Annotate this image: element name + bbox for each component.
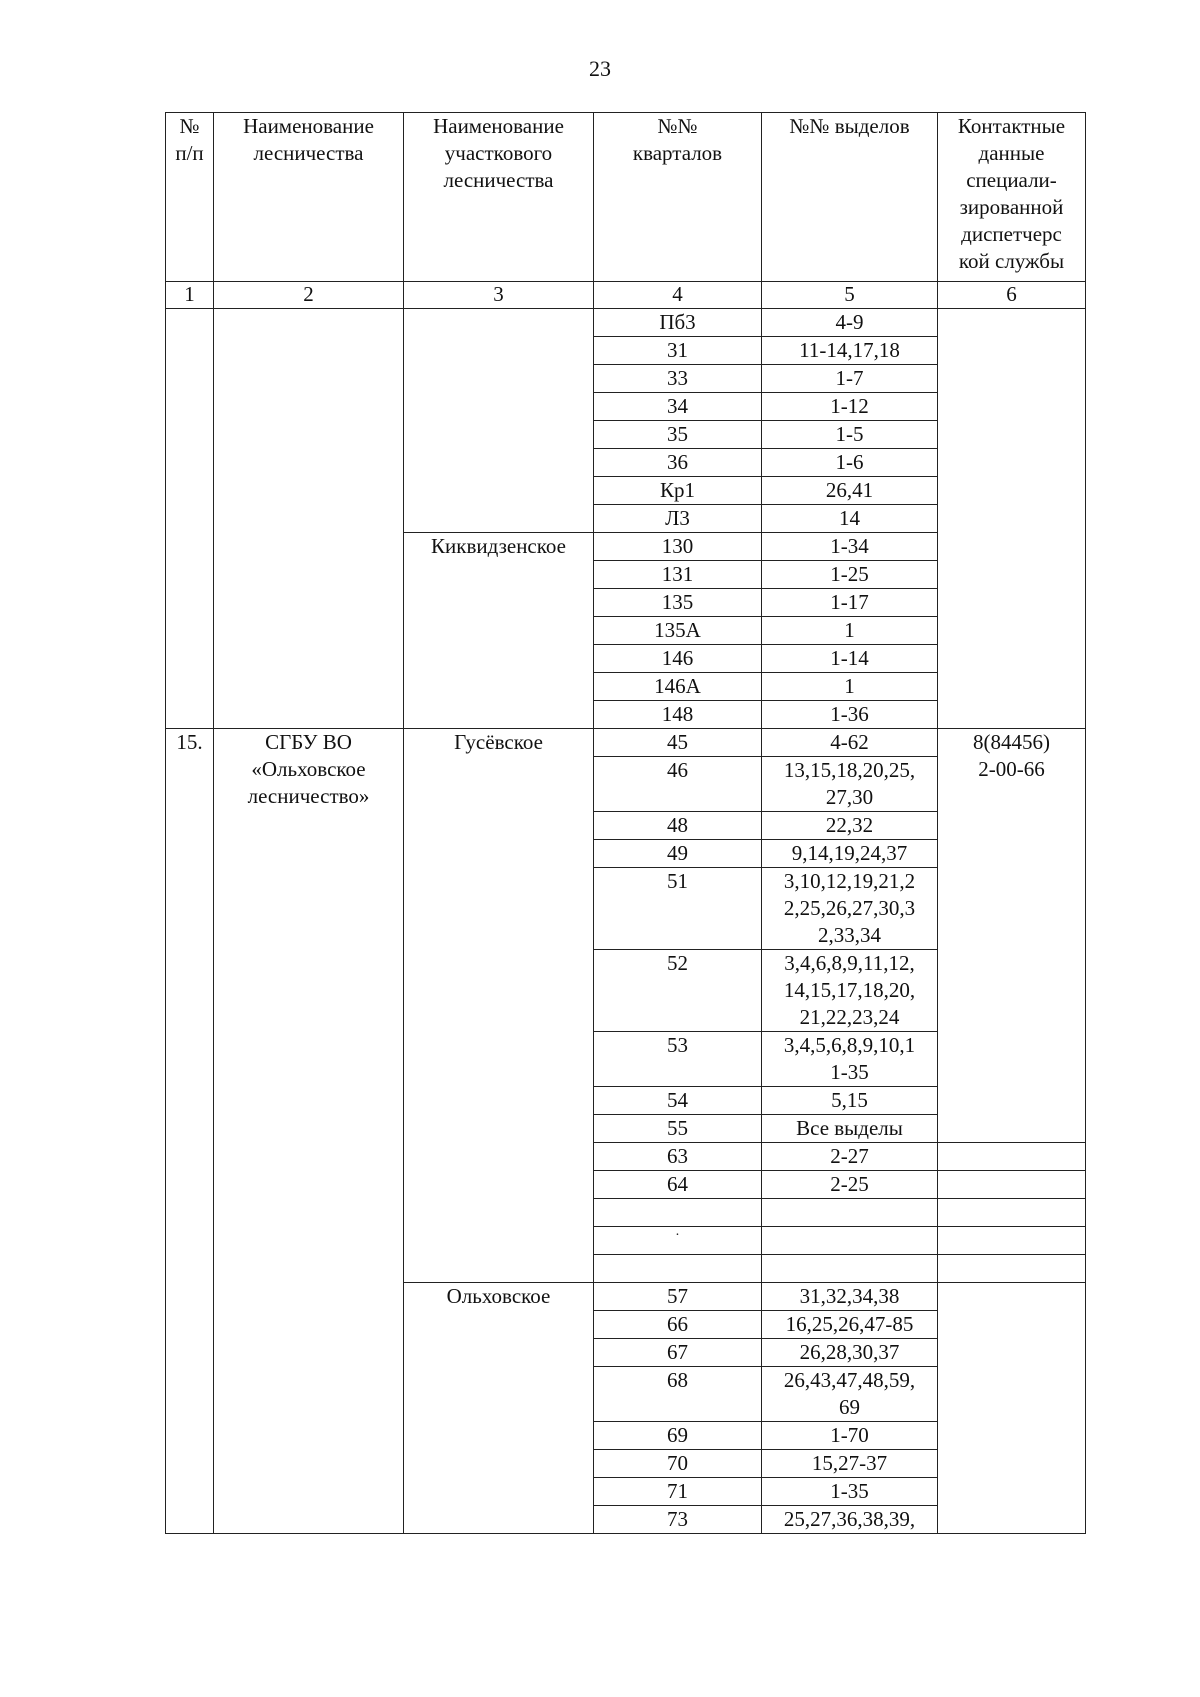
plots-line: 69 [839, 1395, 860, 1419]
quarter-cell: 45 [594, 729, 762, 757]
plots-cell: 1-25 [762, 561, 938, 589]
plots-cell [762, 1115, 938, 1143]
quarter-cell [594, 1227, 762, 1255]
plots-line: Все выделы [796, 1116, 903, 1140]
quarter-cell: 73 [594, 1506, 762, 1534]
quarter-cell: 33 [594, 365, 762, 393]
column-number: 5 [762, 282, 938, 309]
forestry-name-line: «Ольховское [251, 757, 366, 781]
forestry-cell [214, 729, 404, 1534]
column-number: 6 [938, 282, 1086, 309]
quarter-cell: 148 [594, 701, 762, 729]
contact-cell [938, 309, 1086, 729]
column-number: 3 [404, 282, 594, 309]
plots-line: 1-70 [830, 1423, 869, 1447]
contact-cell [938, 1171, 1086, 1199]
quarter-cell: 67 [594, 1339, 762, 1367]
plots-cell: 4-9 [762, 309, 938, 337]
quarter-cell: 52 [594, 950, 762, 1032]
quarter-cell: 34 [594, 393, 762, 421]
quarter-cell: 146 [594, 645, 762, 673]
plots-cell: 26,41 [762, 477, 938, 505]
plots-cell [762, 1506, 938, 1534]
quarter-cell: 71 [594, 1478, 762, 1506]
plots-cell: 14 [762, 505, 938, 533]
plots-line: 22,32 [825, 813, 874, 837]
page-number: 23 [589, 56, 611, 81]
plots-cell: 1-36 [762, 701, 938, 729]
plots-cell: 1-6 [762, 449, 938, 477]
plots-cell: 1-7 [762, 365, 938, 393]
plots-line: 1-35 [830, 1479, 869, 1503]
quarter-cell: 48 [594, 812, 762, 840]
plots-line: 2-25 [830, 1172, 869, 1196]
district-cell: Ольховское [404, 1283, 594, 1534]
plots-line: 3,4,6,8,9,11,12, [784, 951, 915, 975]
quarter-cell: 69 [594, 1422, 762, 1450]
plots-cell [762, 840, 938, 868]
plots-cell [762, 868, 938, 950]
forestry-name-line: лесничество» [247, 784, 370, 808]
contact-cell [938, 1283, 1086, 1534]
row-number-cell: 15. [166, 729, 214, 1534]
plots-cell: 1-5 [762, 421, 938, 449]
quarter-cell: 51 [594, 868, 762, 950]
column-number-row [166, 282, 1086, 309]
row-number-cell [166, 309, 214, 729]
quarter-cell: Пб3 [594, 309, 762, 337]
header-plots: №№ выделов [762, 113, 938, 282]
quarter-cell: 146А [594, 673, 762, 701]
plots-cell [762, 1478, 938, 1506]
contact-cell [938, 1227, 1086, 1255]
table-row [166, 729, 1086, 757]
plots-cell [762, 1171, 938, 1199]
plots-cell [762, 729, 938, 757]
quarter-cell: 35 [594, 421, 762, 449]
quarter-cell: 63 [594, 1143, 762, 1171]
header-num: № п/п [166, 113, 214, 282]
plots-cell [762, 1087, 938, 1115]
plots-cell: 1-12 [762, 393, 938, 421]
contact-cell [938, 1199, 1086, 1227]
plots-line: 9,14,19,24,37 [791, 841, 908, 865]
plots-cell [762, 1311, 938, 1339]
plots-cell [762, 1283, 938, 1311]
quarter-cell: 55 [594, 1115, 762, 1143]
plots-line: 27,30 [825, 785, 874, 809]
plots-cell: 1-34 [762, 533, 938, 561]
plots-line: 14,15,17,18,20, [783, 978, 916, 1002]
district-cell: Гусёвское [404, 729, 594, 1283]
quarter-cell: 49 [594, 840, 762, 868]
plots-cell [762, 812, 938, 840]
plots-line: 3,4,5,6,8,9,10,1 [783, 1033, 916, 1057]
plots-cell [762, 1339, 938, 1367]
plots-cell [762, 1367, 938, 1422]
plots-line: 4-62 [830, 730, 869, 754]
plots-line: 21,22,23,24 [799, 1005, 900, 1029]
plots-line: 26,28,30,37 [799, 1340, 900, 1364]
plots-line: 15,27-37 [811, 1451, 888, 1475]
plots-cell [762, 1255, 938, 1283]
plots-cell: 1-17 [762, 589, 938, 617]
contact-cell [938, 1255, 1086, 1283]
plots-cell [762, 757, 938, 812]
plots-cell: 11-14,17,18 [762, 337, 938, 365]
plots-line: 3,10,12,19,21,2 [783, 869, 916, 893]
plots-line: 2,33,34 [818, 923, 881, 947]
forestry-cell [214, 309, 404, 729]
column-number: 2 [214, 282, 404, 309]
stray-dot-mark: · [675, 1228, 680, 1243]
header-contacts: Контактные данные специали- зированной диспетчерс кой службы [938, 113, 1086, 282]
contact-cell [938, 729, 1086, 1143]
district-cell [404, 309, 594, 533]
quarter-cell: 57 [594, 1283, 762, 1311]
quarter-cell: 70 [594, 1450, 762, 1478]
plots-line: 16,25,26,47-85 [785, 1312, 914, 1336]
plots-line: 31,32,34,38 [799, 1284, 900, 1308]
quarter-cell: 66 [594, 1311, 762, 1339]
column-number: 1 [166, 282, 214, 309]
quarter-cell: 31 [594, 337, 762, 365]
plots-cell [762, 1032, 938, 1087]
plots-line: 2-27 [830, 1144, 869, 1168]
quarter-cell [594, 1255, 762, 1283]
quarter-cell: 36 [594, 449, 762, 477]
plots-cell [762, 1227, 938, 1255]
quarter-cell: 135А [594, 617, 762, 645]
plots-cell [762, 1450, 938, 1478]
plots-line: 2,25,26,27,30,3 [783, 896, 916, 920]
quarter-cell [594, 1199, 762, 1227]
column-number: 4 [594, 282, 762, 309]
district-cell: Киквидзенское [404, 533, 594, 729]
plots-line: 1-35 [830, 1060, 869, 1084]
forestry-name-line: СГБУ ВО [265, 730, 352, 754]
plots-line: 25,27,36,38,39, [783, 1507, 916, 1531]
quarter-cell: 53 [594, 1032, 762, 1087]
plots-cell: 1 [762, 617, 938, 645]
header-forestry: Наименование лесничества [214, 113, 404, 282]
quarter-cell: 46 [594, 757, 762, 812]
quarter-cell: Л3 [594, 505, 762, 533]
plots-cell [762, 1143, 938, 1171]
plots-line: 26,43,47,48,59, [783, 1368, 916, 1392]
header-quarters: №№ кварталов [594, 113, 762, 282]
plots-cell [762, 1422, 938, 1450]
quarter-cell: 54 [594, 1087, 762, 1115]
quarter-cell: 130 [594, 533, 762, 561]
quarter-cell: 135 [594, 589, 762, 617]
contact-line: 2-00-66 [978, 757, 1045, 781]
plots-cell [762, 1199, 938, 1227]
contact-line: 8(84456) [973, 730, 1050, 754]
quarter-cell: 64 [594, 1171, 762, 1199]
plots-line: 5,15 [831, 1088, 868, 1112]
quarter-cell: 131 [594, 561, 762, 589]
plots-cell [762, 950, 938, 1032]
quarter-cell: Кр1 [594, 477, 762, 505]
contact-cell [938, 1143, 1086, 1171]
quarter-cell: 68 [594, 1367, 762, 1422]
header-district: Наименование участкового лесничества [404, 113, 594, 282]
plots-cell: 1 [762, 673, 938, 701]
forest-table [165, 112, 1086, 1534]
header-row [166, 113, 1086, 282]
plots-cell: 1-14 [762, 645, 938, 673]
table-row [166, 309, 1086, 337]
plots-line: 13,15,18,20,25, [783, 758, 916, 782]
